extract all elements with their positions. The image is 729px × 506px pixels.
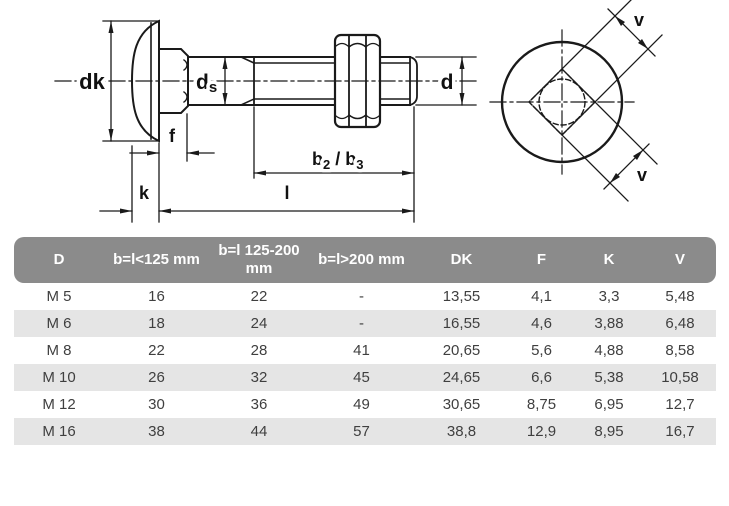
table-cell: M 16 bbox=[14, 418, 104, 445]
table-cell: 10,58 bbox=[644, 364, 716, 391]
table-cell: 26 bbox=[104, 364, 209, 391]
table-row bbox=[14, 418, 716, 445]
column-header-b-gt-200: b=l>200 mm bbox=[309, 237, 414, 283]
table-row bbox=[14, 391, 716, 418]
table-cell: - bbox=[309, 310, 414, 337]
column-header-b-lt-125: b=l<125 mm bbox=[104, 237, 209, 283]
dim-label-dk: dk bbox=[79, 69, 105, 94]
table-cell: 24 bbox=[209, 310, 309, 337]
column-header-v: V bbox=[644, 237, 716, 283]
table-cell: 5,48 bbox=[644, 283, 716, 310]
v-arrowheads bbox=[610, 16, 648, 183]
dimension-table bbox=[14, 237, 716, 445]
table-cell: 18 bbox=[104, 310, 209, 337]
table-cell: 38,8 bbox=[414, 418, 509, 445]
dim-label-f: f bbox=[169, 126, 175, 146]
table-cell: 30 bbox=[104, 391, 209, 418]
dim-label-k: k bbox=[138, 183, 150, 203]
table-cell: 16,7 bbox=[644, 418, 716, 445]
table-row bbox=[14, 283, 716, 310]
table-cell: 32 bbox=[209, 364, 309, 391]
bolt-drawing-svg bbox=[0, 0, 729, 232]
table-cell: 5,38 bbox=[574, 364, 644, 391]
dim-label-v-bottom: v bbox=[636, 165, 648, 185]
table-cell: 8,75 bbox=[509, 391, 574, 418]
table-cell: 5,6 bbox=[509, 337, 574, 364]
table-cell: 6,48 bbox=[644, 310, 716, 337]
table-cell: 13,55 bbox=[414, 283, 509, 310]
table-header-row bbox=[14, 237, 716, 283]
table-cell: 8,95 bbox=[574, 418, 644, 445]
table-cell: 28 bbox=[209, 337, 309, 364]
column-header-d: D bbox=[14, 237, 104, 283]
table-row bbox=[14, 310, 716, 337]
table-cell: M 8 bbox=[14, 337, 104, 364]
table-cell: 4,1 bbox=[509, 283, 574, 310]
table-cell: 6,95 bbox=[574, 391, 644, 418]
technical-drawing bbox=[0, 0, 729, 237]
table-cell: 16,55 bbox=[414, 310, 509, 337]
column-header-k: K bbox=[574, 237, 644, 283]
table-cell: 41 bbox=[309, 337, 414, 364]
table-cell: 3,3 bbox=[574, 283, 644, 310]
column-header-b-125-200: b=l 125-200 mm bbox=[209, 237, 309, 283]
table-cell: 49 bbox=[309, 391, 414, 418]
table-cell: - bbox=[309, 283, 414, 310]
table-cell: 36 bbox=[209, 391, 309, 418]
table-cell: 16 bbox=[104, 283, 209, 310]
table-cell: 24,65 bbox=[414, 364, 509, 391]
dim-label-d: d bbox=[440, 71, 454, 94]
dim-label-b2-b3: $b_2 / b_3$ bbox=[312, 149, 364, 172]
table-cell: 45 bbox=[309, 364, 414, 391]
table-cell: M 12 bbox=[14, 391, 104, 418]
table-cell: 30,65 bbox=[414, 391, 509, 418]
table-cell: 4,88 bbox=[574, 337, 644, 364]
table-cell: 3,88 bbox=[574, 310, 644, 337]
table-row bbox=[14, 337, 716, 364]
table-cell: 22 bbox=[104, 337, 209, 364]
table-cell: 57 bbox=[309, 418, 414, 445]
table-cell: 4,6 bbox=[509, 310, 574, 337]
column-header-dk: DK bbox=[414, 237, 509, 283]
table-cell: 44 bbox=[209, 418, 309, 445]
dim-label-l: l bbox=[284, 183, 290, 203]
column-header-f: F bbox=[509, 237, 574, 283]
table-cell: 12,7 bbox=[644, 391, 716, 418]
table-cell: M 10 bbox=[14, 364, 104, 391]
table-cell: 8,58 bbox=[644, 337, 716, 364]
table-cell: M 6 bbox=[14, 310, 104, 337]
table-cell: 12,9 bbox=[509, 418, 574, 445]
table-row bbox=[14, 364, 716, 391]
table-cell: 20,65 bbox=[414, 337, 509, 364]
table-cell: 22 bbox=[209, 283, 309, 310]
dim-label-v-top: v bbox=[633, 10, 645, 30]
table-cell: M 5 bbox=[14, 283, 104, 310]
dim-label-ds: ds bbox=[196, 71, 218, 96]
table-cell: 38 bbox=[104, 418, 209, 445]
table-cell: 6,6 bbox=[509, 364, 574, 391]
